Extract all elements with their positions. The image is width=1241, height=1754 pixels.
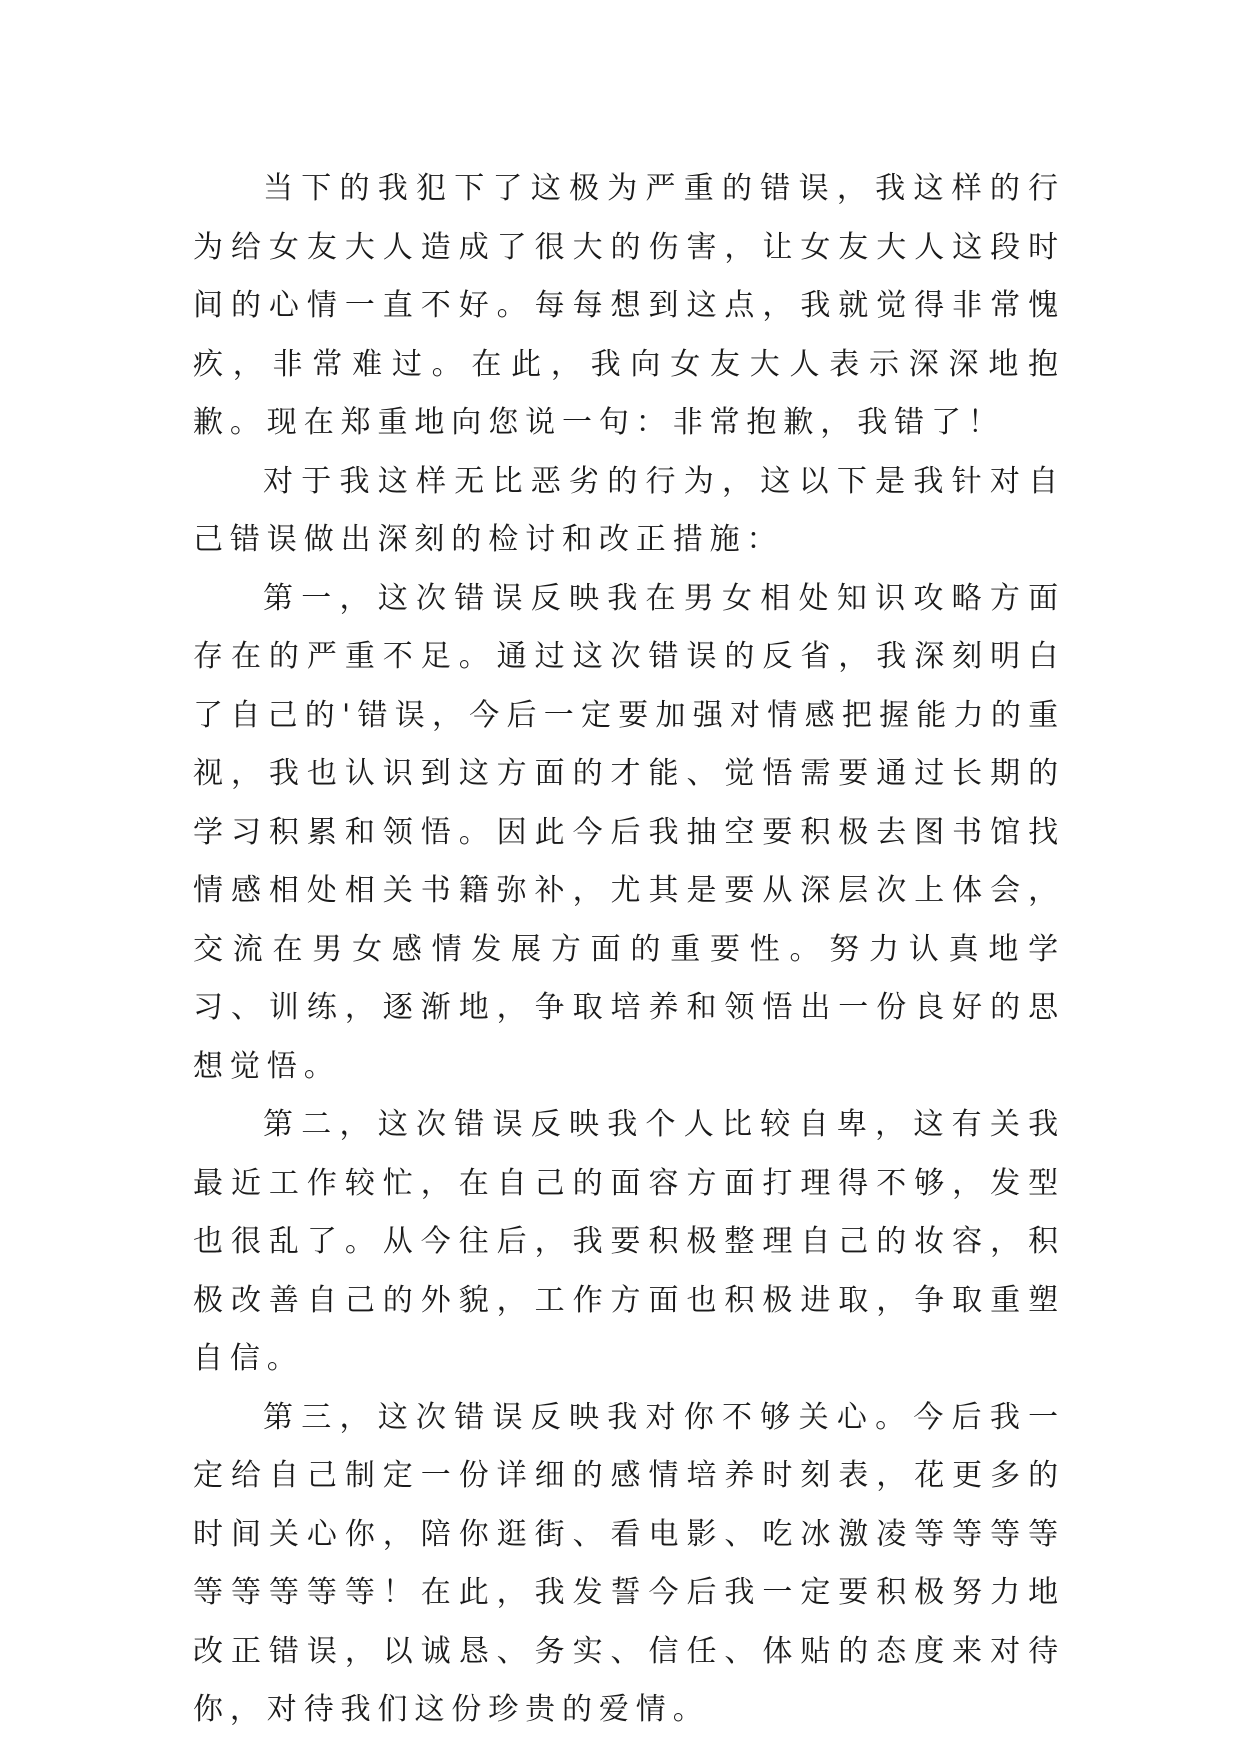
document-body (193, 160, 1065, 1740)
paragraph-point-three: 第三，这次错误反映我对你不够关心。今后我一定给自己制定一份详细的感情培养时刻表，花更多的时间关心你，陪你逛街、看电影、吃冰激凌等等等等等等等等等！在此，我发誓今后我一定要积极努力地改正错误，以诚恳、务实、信任、体贴的态度来对待你，对待我们这份珍贵的爱情。 (193, 1399, 1065, 1727)
paragraph-point-two: 第二，这次错误反映我个人比较自卑，这有关我最近工作较忙，在自己的面容方面打理得不够，发型也很乱了。从今往后，我要积极整理自己的妆容，积极改善自己的外貌，工作方面也积极进取，争取重塑自信。 (193, 1107, 1065, 1376)
paragraph-point-one: 第一，这次错误反映我在男女相处知识攻略方面存在的严重不足。通过这次错误的反省，我深刻明白了自己的'错误，今后一定要加强对情感把握能力的重视，我也认识到这方面的才能、觉悟需要通过长期的学习积累和领悟。因此今后我抽空要积极去图书馆找情感相处相关书籍弥补，尤其是要从深层次上体会，交流在男女感情发展方面的重要性。努力认真地学习、训练，逐渐地，争取培养和领悟出一份良好的思想觉悟。 (193, 580, 1065, 1084)
paragraph-intro-measures: 对于我这样无比恶劣的行为，这以下是我针对自己错误做出深刻的检讨和改正措施： (193, 463, 1065, 557)
paragraph-apology: 当下的我犯下了这极为严重的错误，我这样的行为给女友大人造成了很大的伤害，让女友大人这段时间的心情一直不好。每每想到这点，我就觉得非常愧疚，非常难过。在此，我向女友大人表示深深地抱歉。现在郑重地向您说一句：非常抱歉，我错了！ (193, 171, 1065, 440)
